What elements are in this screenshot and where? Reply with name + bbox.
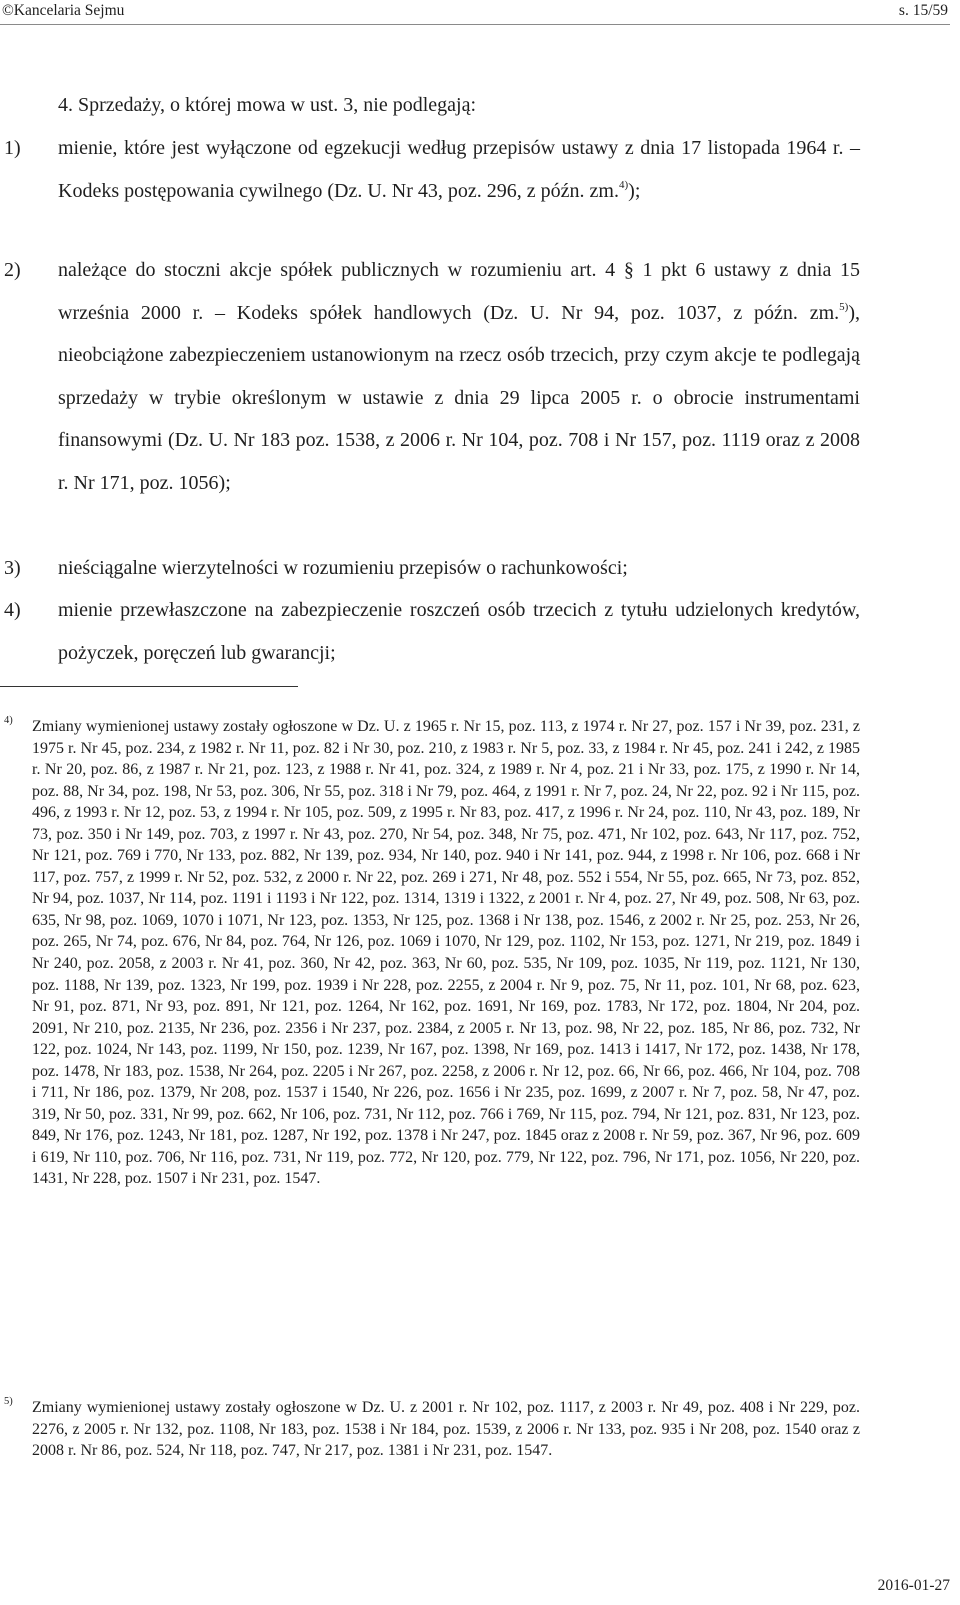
footnote-mark: 4)	[4, 715, 13, 726]
list-item-4	[0, 589, 860, 674]
list-item-1	[0, 127, 860, 212]
list-item-content: nieściągalne wierzytelności w rozumieniu przepisów o rachunkowości;	[58, 557, 628, 579]
list-item-text: należące do stoczni akcje spółek publicznych w rozumieniu art. 4 § 1 pkt 6 ustawy z dnia 15 września 2000 r. – Kodeks spółek handlowych (Dz. U. Nr 94, poz. 1037, z późn. zm.	[58, 259, 860, 324]
list-item-number: 4)	[4, 599, 21, 621]
list-item-3	[0, 547, 860, 590]
paragraph-intro: 4. Sprzedaży, o której mowa w ust. 3, nie podlegają:	[58, 94, 477, 116]
list-item-number: 3)	[4, 557, 21, 579]
header-source: ©Kancelaria Sejmu	[2, 2, 125, 19]
list-item-text-tail: );	[628, 179, 641, 202]
list-item-text: mienie, które jest wyłączone od egzekucji według przepisów ustawy z dnia 17 listopada 1964 r. – Kodeks postępowania cywilnego (Dz. U. Nr 43, poz. 296, z późn. zm.	[58, 137, 860, 202]
footnote-4	[0, 716, 860, 1190]
list-item-number: 2)	[4, 259, 21, 281]
footnote-text: Zmiany wymienionej ustawy zostały ogłoszone w Dz. U. z 2001 r. Nr 102, poz. 1117, z 2003 r. Nr 49, poz. 408 i Nr 229, poz. 2276, z 2005 r. Nr 132, poz. 1108, Nr 183, poz. 1538 i Nr 184, poz. 1539, z 2006 r. Nr 133, poz. 935 i Nr 208, poz. 1540 oraz z 2008 r. Nr 86, poz. 524, Nr 118, poz. 747, Nr 217, poz. 1381 i Nr 231, poz. 1547.	[32, 1399, 860, 1460]
page-number: s. 15/59	[898, 2, 948, 19]
list-item-text-tail: ), nieobciążone zabezpieczeniem ustanowionym na rzecz osób trzecich, przy czym akcje te podlegają sprzedaży w trybie określonym w ustawie z dnia 29 lipca 2005 r. o obrocie instrumentami finansowymi (Dz. U. Nr 183 poz. 1538, z 2006 r. Nr 104, poz. 708 i Nr 157, poz. 1119 oraz z 2008 r. Nr 171, poz. 1056);	[58, 301, 860, 494]
list-item-content	[58, 127, 860, 212]
footnote-text: Zmiany wymienionej ustawy zostały ogłoszone w Dz. U. z 1965 r. Nr 15, poz. 113, z 1974 r. Nr 27, poz. 157 i Nr 39, poz. 231, z 1975 r. Nr 45, poz. 234, z 1982 r. Nr 11, poz. 82 i Nr 30, poz. 210, z 1983 r. Nr 5, poz. 33, z 1984 r. Nr 45, poz. 241 i 242, z 1985 r. Nr 20, poz. 86, z 1987 r. Nr 21, poz. 123, z 1988 r. Nr 41, poz. 324, z 1989 r. Nr 4, poz. 21 i Nr 33, poz. 175, z 1990 r. Nr 14, poz. 88, Nr 34, poz. 198, Nr 53, poz. 306, Nr 55, poz. 318 i Nr 79, poz. 464, z 1991 r. Nr 7, poz. 24, Nr 22, poz. 92 i Nr 115, poz. 496, z 1993 r. Nr 12, poz. 53, z 1994 r. Nr 105, poz. 509, z 1995 r. Nr 83, poz. 417, z 1996 r. Nr 24, poz. 110, Nr 43, poz. 189, Nr 73, poz. 350 i Nr 149, poz. 703, z 1997 r. Nr 43, poz. 270, Nr 54, poz. 348, Nr 75, poz. 471, Nr 102, poz. 643, Nr 117, poz. 752, Nr 121, poz. 769 i 770, Nr 133, poz. 882, Nr 139, poz. 934, Nr 140, poz. 940 i Nr 141, poz. 944, z 1998 r. Nr 106, poz. 668 i Nr 117, poz. 757, z 1999 r. Nr 52, poz. 532, z 2000 r. Nr 22, poz. 269 i 271, Nr 48, poz. 552 i 554, Nr 55, poz. 665, Nr 73, poz. 852, Nr 94, poz. 1037, Nr 114, poz. 1191 i 1193 i Nr 122, poz. 1314, 1319 i 1322, z 2001 r. Nr 4, poz. 27, Nr 49, poz. 508, Nr 63, poz. 635, Nr 98, poz. 1069, 1070 i 1071, Nr 123, poz. 1353, Nr 125, poz. 1368 i Nr 138, poz. 1546, z 2002 r. Nr 25, poz. 253, Nr 26, poz. 265, Nr 74, poz. 676, Nr 84, poz. 764, Nr 126, poz. 1069 i 1070, Nr 129, poz. 1102, Nr 153, poz. 1271, Nr 219, poz. 1849 i Nr 240, poz. 2058, z 2003 r. Nr 41, poz. 360, Nr 42, poz. 363, Nr 60, poz. 535, Nr 109, poz. 1035, Nr 119, poz. 1121, Nr 130, poz. 1188, Nr 139, poz. 1323, Nr 199, poz. 1939 i Nr 228, poz. 2255, z 2004 r. Nr 9, poz. 75, Nr 11, poz. 101, Nr 68, poz. 623, Nr 91, poz. 871, Nr 93, poz. 891, Nr 121, poz. 1264, Nr 162, poz. 1691, Nr 169, poz. 1783, Nr 172, poz. 1804, Nr 204, poz. 2091, Nr 210, poz. 2135, Nr 236, poz. 2356 i Nr 237, poz. 2384, z 2005 r. Nr 13, poz. 98, Nr 22, poz. 185, Nr 86, poz. 732, Nr 122, poz. 1024, Nr 143, poz. 1199, Nr 150, poz. 1239, Nr 167, poz. 1398, Nr 169, poz. 1413 i 1417, Nr 172, poz. 1438, Nr 178, poz. 1478, Nr 183, poz. 1538, Nr 264, poz. 2205 i Nr 267, poz. 2258, z 2006 r. Nr 12, poz. 66, Nr 66, poz. 466, Nr 104, poz. 708 i 711, Nr 186, poz. 1379, Nr 208, poz. 1537 i 1540, Nr 226, poz. 1656 i Nr 235, poz. 1699, z 2007 r. Nr 7, poz. 58, Nr 47, poz. 319, Nr 50, poz. 331, Nr 99, poz. 662, Nr 106, poz. 731, Nr 112, poz. 766 i 769, Nr 115, poz. 794, Nr 121, poz. 831, Nr 123, poz. 849, Nr 176, poz. 1243, Nr 181, poz. 1287, Nr 192, poz. 1378 i Nr 247, poz. 1845 oraz z 2008 r. Nr 59, poz. 367, Nr 96, poz. 609 i 619, Nr 110, poz. 706, Nr 116, poz. 731, Nr 119, poz. 772, Nr 120, poz. 779, Nr 122, poz. 796, Nr 171, poz. 1056, Nr 220, poz. 1431, Nr 228, poz. 1507 i Nr 231, poz. 1547.	[32, 718, 860, 1188]
footnote-mark: 5)	[4, 1396, 13, 1407]
footnote-separator	[0, 686, 298, 687]
document-date: 2016-01-27	[877, 1577, 950, 1594]
list-item-content: mienie przewłaszczone na zabezpieczenie roszczeń osób trzecich z tytułu udzielonych kredytów, pożyczek, poręczeń lub gwarancji;	[58, 599, 860, 664]
list-item-number: 1)	[4, 137, 21, 159]
footnote-ref-5: 5)	[839, 300, 849, 313]
footnote-5	[0, 1397, 860, 1462]
list-item-content	[58, 249, 860, 504]
list-item-2	[0, 249, 860, 504]
footnote-ref-4: 4)	[618, 178, 629, 191]
header-divider	[0, 24, 950, 25]
